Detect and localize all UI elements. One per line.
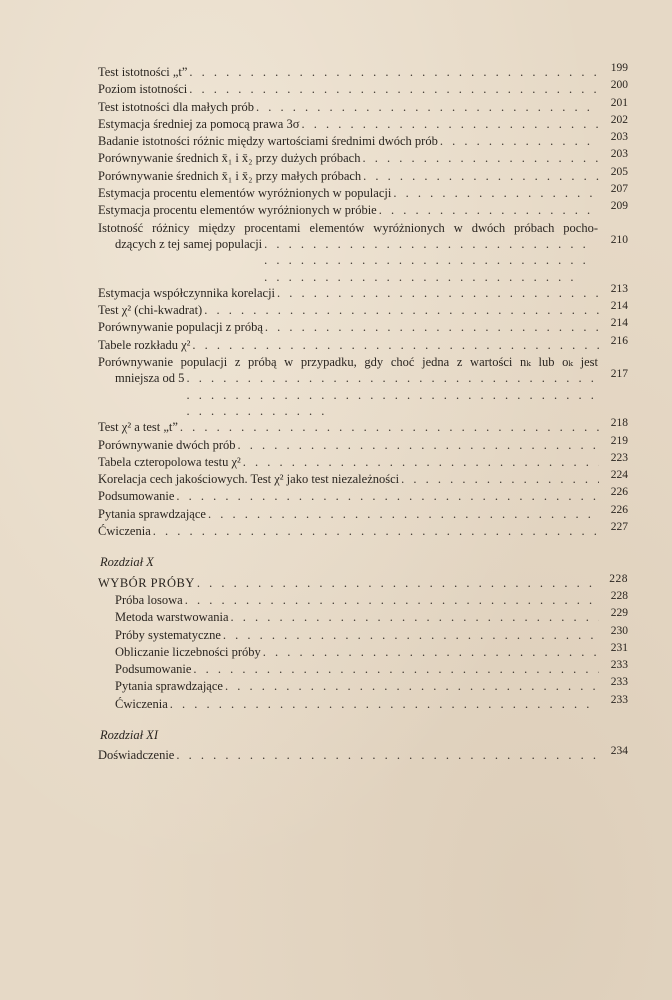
leader-dots [180, 419, 599, 435]
toc-entry-page: 213 [610, 282, 628, 295]
leader-dots [176, 488, 599, 504]
leader-dots [153, 523, 599, 539]
toc-entry [98, 471, 628, 488]
leader-dots [301, 116, 599, 132]
leader-dots [189, 64, 599, 80]
toc-entry [98, 523, 628, 540]
leader-dots [265, 319, 599, 335]
toc-entry-title-line2: mniejsza od 5 [115, 371, 185, 386]
toc-entry [98, 150, 628, 167]
leader-dots [208, 506, 599, 522]
toc-entry-title: Estymacja współczynnika korelacji [98, 285, 276, 300]
toc-entry [98, 96, 628, 116]
toc-entry-page: 228 [609, 572, 628, 585]
toc-entry [98, 165, 628, 185]
chapter-label: Rozdział XI [100, 727, 158, 742]
toc-group-chapter-x [98, 589, 628, 713]
toc-entry-title: Pytania sprawdzające [115, 679, 223, 694]
toc-entry-page: 201 [610, 96, 628, 109]
toc-entry-title: Estymacja procentu elementów wyróżnionych w próbie [98, 203, 377, 218]
toc-entry [98, 81, 628, 98]
toc-entry-page: 205 [610, 165, 628, 178]
toc-group-b [98, 282, 628, 354]
leader-dots [204, 302, 599, 318]
toc-entry-title: Estymacja procentu elementów wyróżnionych w populacji [98, 186, 392, 201]
toc-entry-title: Test istotności „t” [98, 65, 188, 79]
toc-entry-title: Korelacja cech jakościowych. Test χ² jako test niezależności [98, 472, 400, 487]
toc-entry-title: Podsumowanie [98, 489, 175, 504]
toc-entry-page: 233 [610, 676, 628, 689]
toc-entry [98, 488, 628, 505]
leader-dots [379, 202, 599, 218]
toc-entry [98, 609, 628, 626]
leader-dots [223, 627, 599, 643]
leader-dots [393, 185, 599, 201]
toc-entry [98, 693, 628, 713]
leader-dots [263, 644, 599, 660]
toc-entry-page: 218 [610, 417, 628, 430]
toc-entry-title-line2: dzących z tej samej populacji [115, 236, 263, 251]
toc-entry-title-line1: Porównywanie populacji z próbą w przypadku, gdy choć jedna z wartości nₖ lub oₖ jest [98, 355, 598, 370]
toc-entry [98, 133, 628, 150]
toc-entry-title: Poziom istotności [98, 82, 188, 97]
toc-entry-multiline [98, 354, 628, 419]
toc-entry-title: Test χ² a test „t” [98, 420, 178, 435]
leader-dots [256, 99, 599, 115]
toc-entry-title: Porównywanie dwóch prób [98, 437, 236, 452]
leader-dots [186, 370, 599, 419]
toc-entry [98, 185, 628, 202]
toc-entry-title: Tabela czteropolowa testu χ² [98, 454, 241, 469]
toc-entry-title: Estymacja średniej za pomocą prawa 3σ [98, 116, 300, 131]
toc-entry-page: 199 [610, 62, 628, 74]
toc-entry-title: Próby systematyczne [115, 627, 221, 642]
leader-dots [264, 236, 599, 285]
leader-dots [363, 168, 599, 184]
leader-dots [401, 471, 599, 487]
toc-entry-title: Obliczanie liczebności próby [115, 644, 261, 659]
leader-dots [440, 133, 599, 149]
toc-entry-title: Porównywanie średnich x̄₁ i x̄₂ przy dużych próbach [98, 151, 361, 166]
chapter-heading [98, 572, 628, 592]
leader-dots [225, 678, 599, 694]
toc-entry [98, 334, 628, 354]
leader-dots [185, 592, 599, 608]
toc-entry-title: Porównywanie średnich x̄₁ i x̄₂ przy małych próbach [98, 168, 362, 183]
toc-entry-page: 200 [610, 79, 628, 92]
toc-entry [98, 661, 628, 678]
toc-entry [98, 451, 628, 471]
toc-entry-page: 233 [610, 693, 628, 706]
toc-entry-title: Pytania sprawdzające [98, 506, 206, 521]
toc-entry-title: Badanie istotności różnic między wartościami średnimi dwóch prób [98, 134, 438, 149]
toc-entry-title: Metoda warstwowania [115, 610, 229, 625]
toc-entry-page: 226 [610, 486, 628, 499]
toc-entry-title: Test χ² (chi-kwadrat) [98, 303, 203, 318]
toc-entry-page: 214 [610, 300, 628, 313]
leader-dots [362, 150, 599, 166]
toc-entry-page: 231 [610, 641, 628, 654]
toc-entry-title: Ćwiczenia [98, 524, 151, 539]
toc-entry [98, 678, 628, 695]
chapter-heading-title: Doświadczenie [98, 748, 175, 763]
toc-entry-page: 214 [610, 317, 628, 330]
leader-dots [277, 285, 599, 301]
toc-entry-title: Tabele rozkładu χ² [98, 337, 191, 352]
toc-entry-page: 226 [610, 503, 628, 516]
leader-dots [243, 454, 599, 470]
leader-dots [189, 81, 599, 97]
toc-entry-page: 210 [610, 233, 628, 246]
toc-entry-page: 219 [610, 434, 628, 447]
toc-entry [98, 64, 628, 81]
toc-entry-page: 233 [610, 659, 628, 672]
toc-entry-page: 234 [610, 745, 628, 758]
leader-dots [237, 437, 599, 453]
toc-entry [98, 113, 628, 133]
chapter-heading-title: WYBÓR PRÓBY [98, 575, 195, 590]
leader-dots [231, 609, 599, 625]
leader-dots [197, 575, 599, 591]
toc-entry-title-line1: Istotność różnicy między procentami elementów wyróżnionych w dwóch próbach pocho- [98, 220, 598, 235]
toc-entry [98, 503, 628, 523]
toc-entry-title: Próba losowa [115, 592, 183, 607]
toc-entry-page: 230 [610, 624, 628, 637]
chapter-label: Rozdział X [100, 555, 154, 570]
chapter-heading [98, 747, 628, 764]
toc-entry [98, 434, 628, 454]
toc-entry [98, 319, 628, 336]
toc-group-c [98, 419, 628, 540]
toc-entry-page: 227 [610, 521, 628, 534]
toc-entry [98, 419, 628, 436]
toc-entry [98, 641, 628, 661]
toc-entry [98, 624, 628, 644]
toc-entry-page: 216 [610, 334, 628, 347]
toc-entry [98, 302, 628, 319]
toc-entry-page: 229 [610, 607, 628, 620]
toc-entry-page: 203 [610, 131, 628, 144]
toc-entry-multiline [98, 220, 628, 285]
toc-entry-title: Ćwiczenia [115, 696, 168, 711]
toc-entry-title: Test istotności dla małych prób [98, 99, 255, 114]
toc-entry-page: 224 [610, 469, 628, 482]
toc-entry-page: 228 [610, 589, 628, 602]
leader-dots [192, 337, 599, 353]
leader-dots [170, 696, 599, 712]
toc-entry-page: 209 [610, 200, 628, 213]
toc-entry [98, 202, 628, 219]
toc-entry-title: Podsumowanie [115, 662, 192, 677]
table-of-contents [98, 64, 628, 765]
toc-entry-page: 202 [610, 113, 628, 126]
toc-entry [98, 282, 628, 302]
toc-entry-page: 223 [610, 451, 628, 464]
toc-entry-title: Porównywanie populacji z próbą [98, 320, 263, 335]
toc-entry-page: 203 [610, 148, 628, 161]
toc-group-a [98, 64, 628, 220]
toc-entry-page: 207 [610, 183, 628, 196]
leader-dots [193, 661, 599, 677]
leader-dots [176, 747, 599, 763]
toc-entry-page: 217 [610, 368, 628, 381]
toc-entry [98, 589, 628, 609]
